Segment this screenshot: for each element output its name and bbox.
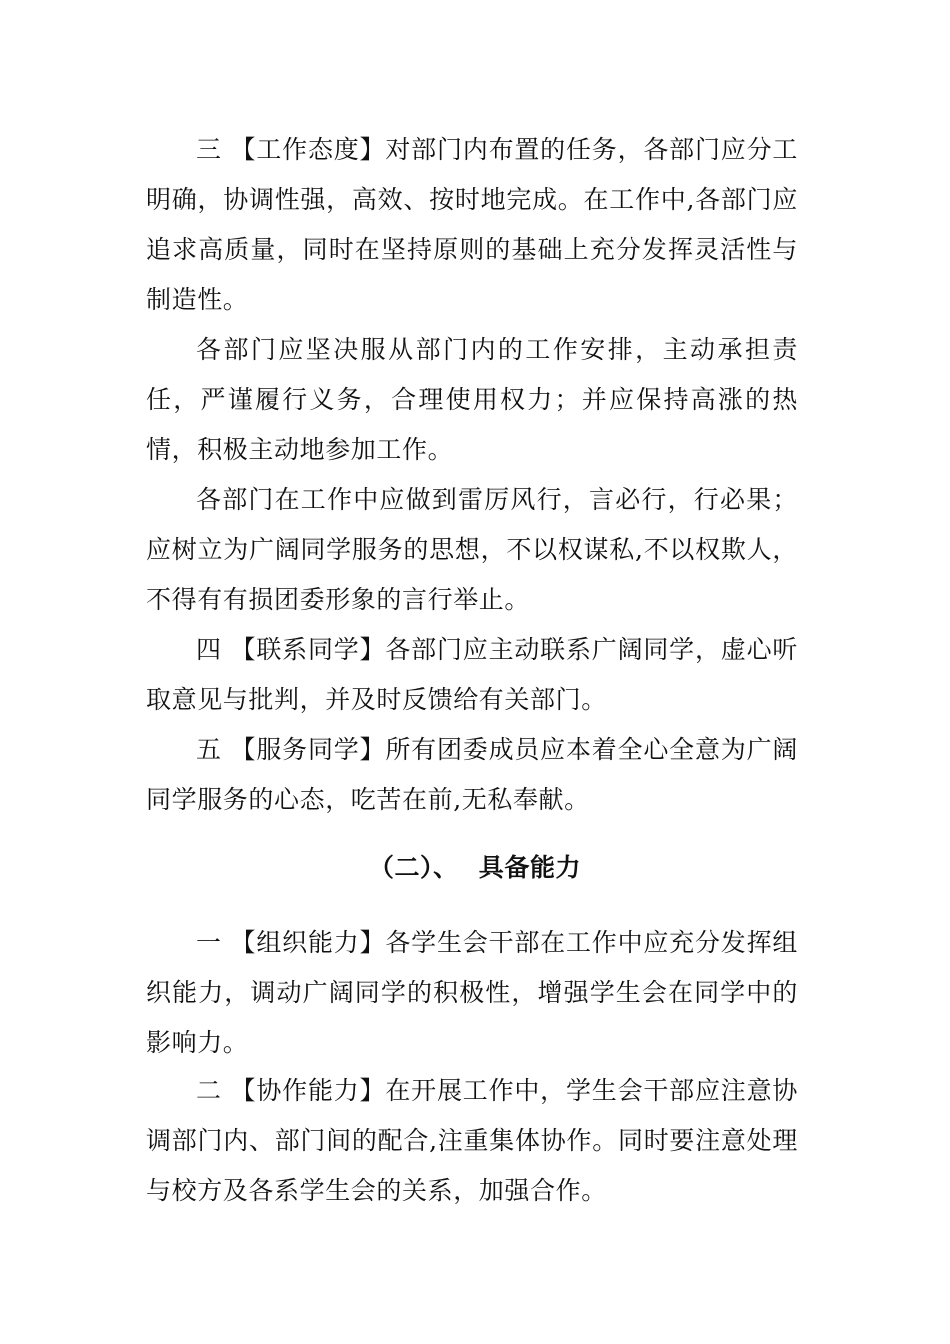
section-heading-number: （二）、	[368, 853, 459, 882]
paragraph-contact-students: 四 【联系同学】各部门应主动联系广阔同学，虚心听取意见与批判，并及时反馈给有关部门。	[146, 635, 798, 714]
section-heading	[0, 843, 950, 893]
paragraph-serve-students: 五 【服务同学】所有团委成员应本着全心全意为广阔同学服务的心态，吃苦在前,无私奉献。	[146, 735, 798, 814]
paragraph-work-attitude: 三 【工作态度】对部门内布置的任务，各部门应分工明确，协调性强，高效、按时地完成。在工作中,各部门应追求高质量，同时在坚持原则的基础上充分发挥灵活性与制造性。	[146, 135, 798, 314]
paragraph-obey-arrangement: 各部门应坚决服从部门内的工作安排，主动承担责任，严谨履行义务，合理使用权力；并应保持高涨的热情，积极主动地参加工作。	[146, 335, 798, 464]
section-heading-title: 具备能力	[478, 853, 582, 882]
paragraph-cooperation-ability: 二 【协作能力】在开展工作中，学生会干部应注意协调部门内、部门间的配合,注重集体协作。同时要注意处理与校方及各系学生会的关系，加强合作。	[146, 1076, 798, 1205]
paragraph-act-decisively: 各部门在工作中应做到雷厉风行，言必行，行必果；应树立为广阔同学服务的思想，不以权谋私,不以权欺人，不得有有损团委形象的言行举止。	[146, 485, 798, 614]
paragraph-organization-ability: 一 【组织能力】各学生会干部在工作中应充分发挥组织能力，调动广阔同学的积极性，增强学生会在同学中的影响力。	[146, 928, 798, 1057]
